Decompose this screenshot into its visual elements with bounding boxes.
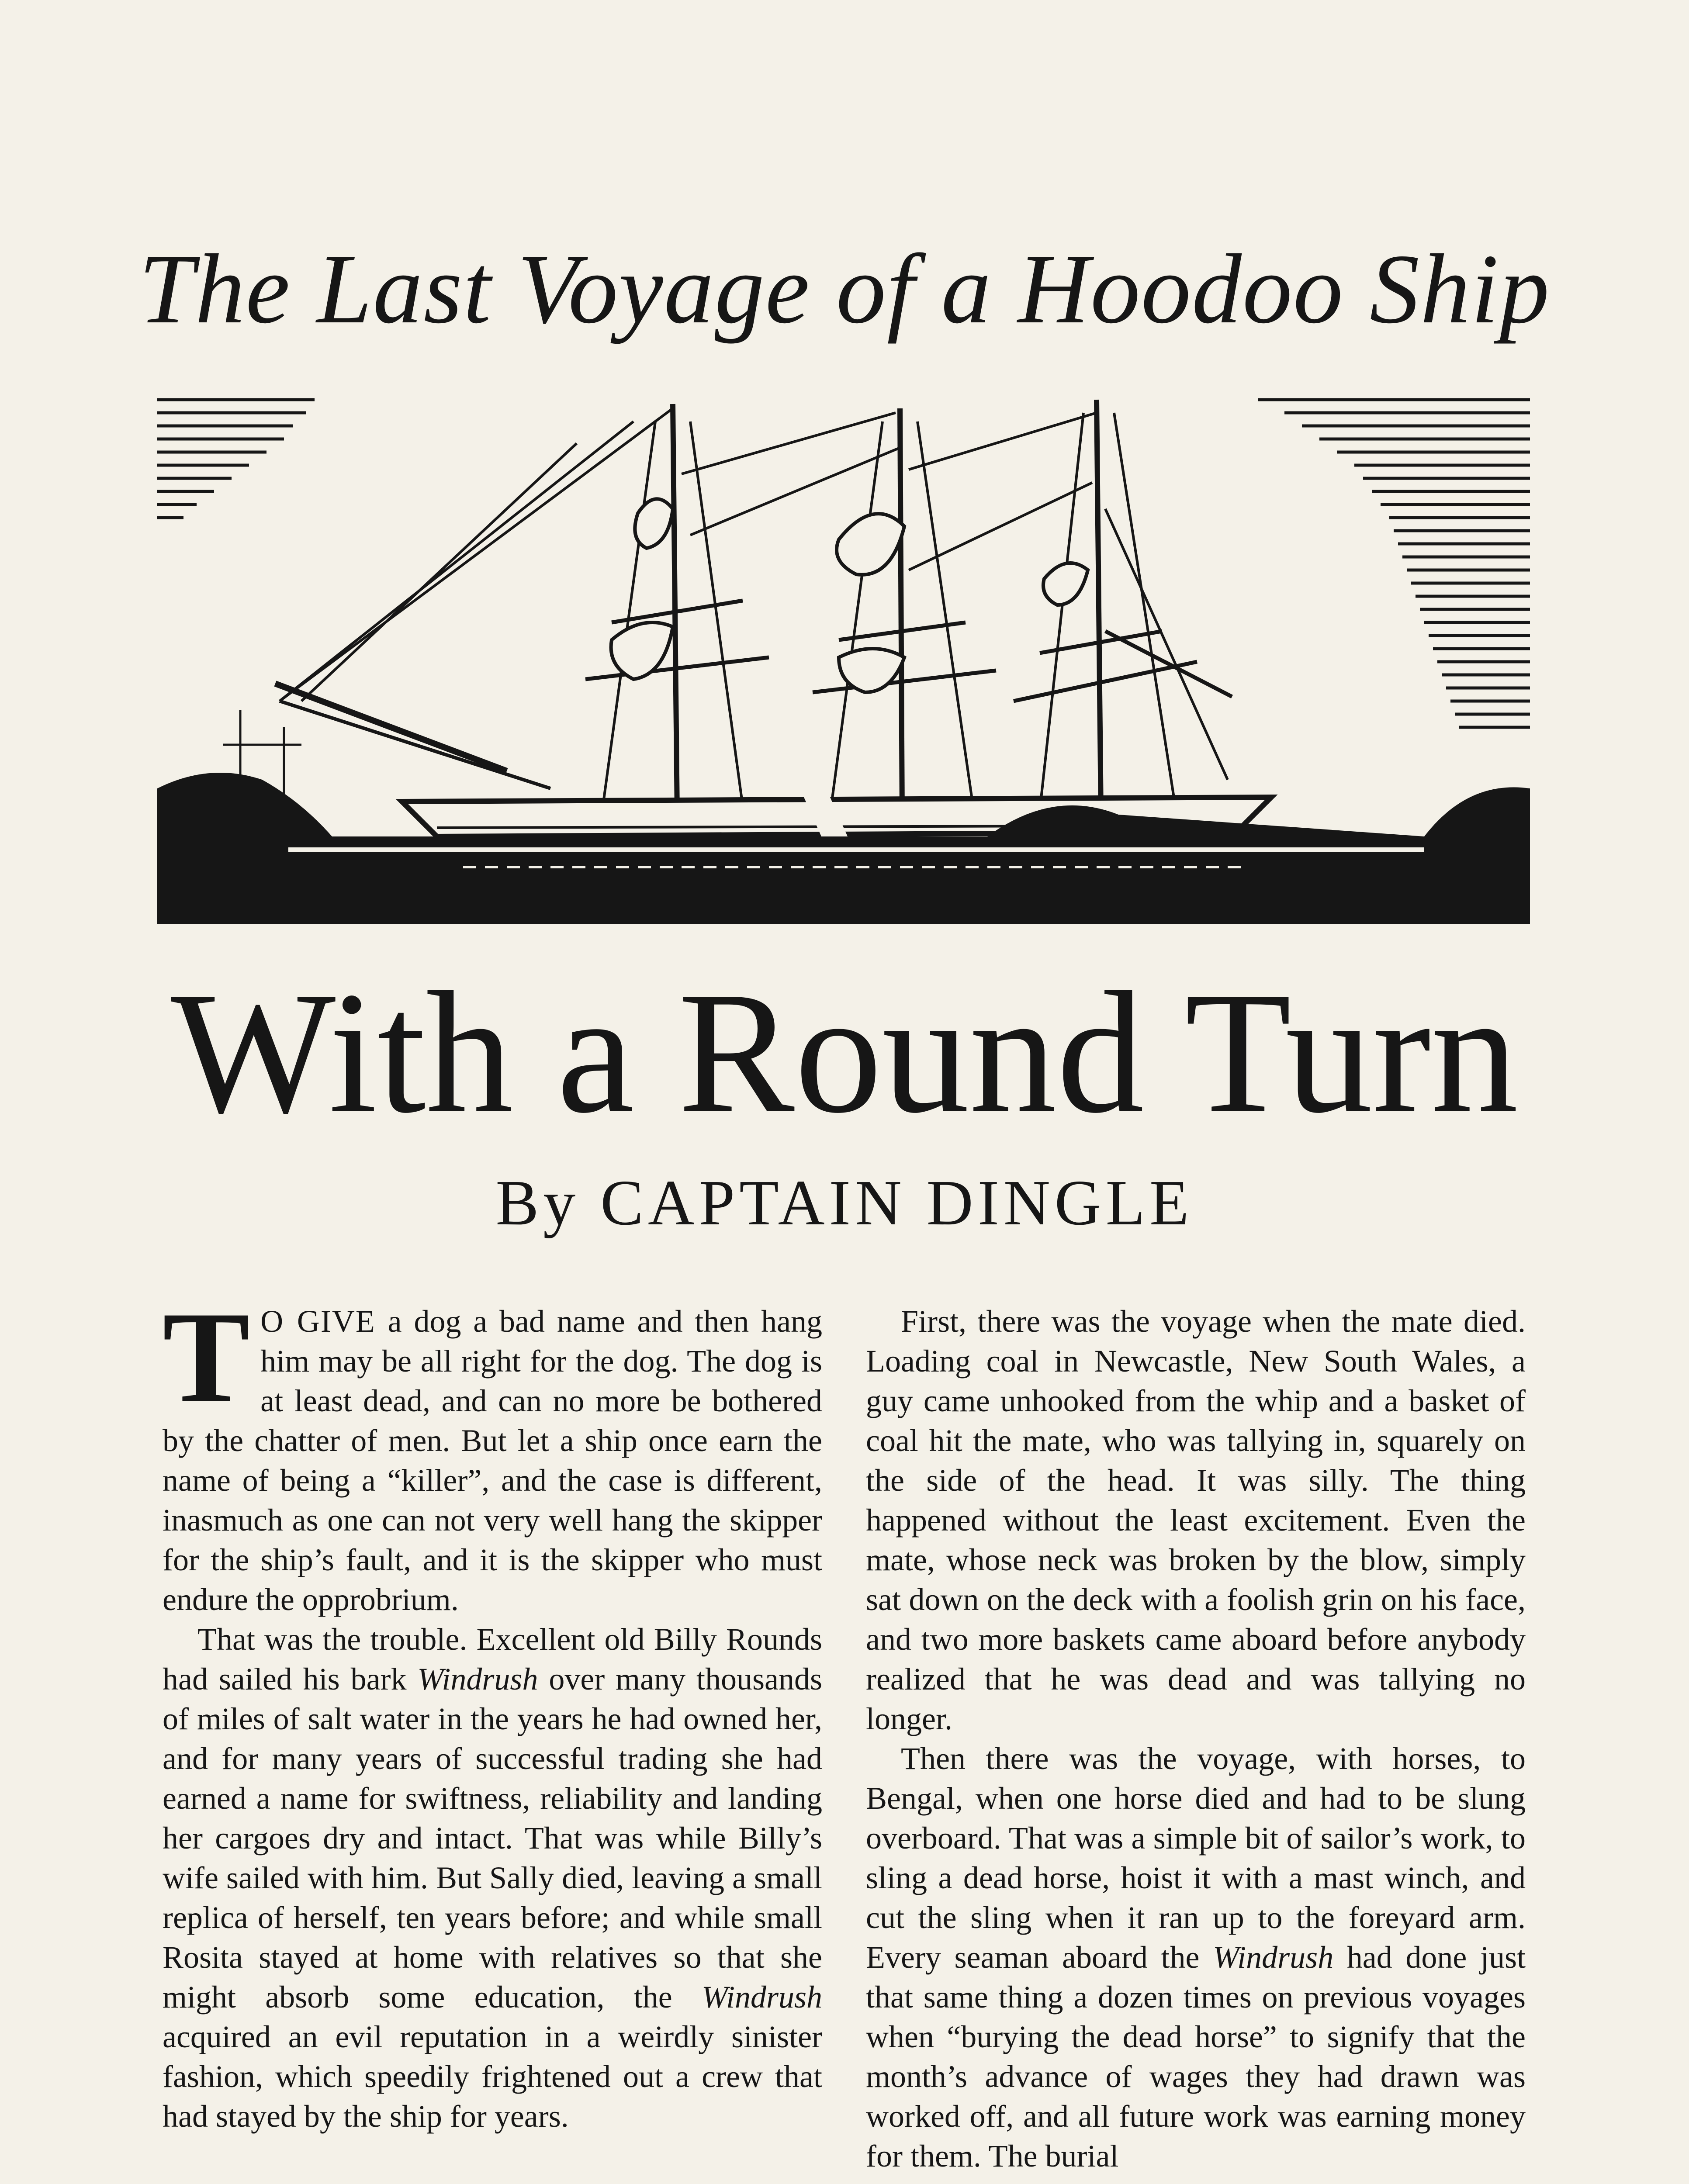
story-title: With a Round Turn xyxy=(170,956,1519,1149)
text-column-right xyxy=(866,1302,1526,2176)
byline: By CAPTAIN DINGLE xyxy=(495,1167,1194,1239)
paragraph: That was the trouble. Excellent old Billy Rounds had sailed his bark Windrush over many thousands of miles of salt water in the years he had owned her, and for many years of successful trading she had earned a name for swiftness, reliability and landing her cargoes dry and intact. That was while Billy’s wife sailed with him. But Sally died, leaving a small replica of herself, ten years before; and while small Rosita stayed at home with relatives so that she might absorb some education, the Windrush acquired an evil reputation in a weirdly sinister fashion, which speedily frightened out a crew that had stayed by the ship for years. xyxy=(163,1622,822,2134)
story-kicker: The Last Voyage of a Hoodoo Ship xyxy=(138,234,1551,344)
paragraph: First, there was the voyage when the mate died. Loading coal in Newcastle, New South Wales, a guy came unhooked from the whip and a basket of coal hit the mate, who was tallying in, squarely on the side of the head. It was silly. The thing happened without the least excitement. Even the mate, whose neck was broken by the blow, simply sat down on the deck with a foolish grin on his face, and two more baskets came aboard before anybody realized that he was dead and was tallying no longer. xyxy=(866,1304,1526,1736)
paragraph: Then there was the voyage, with horses, to Bengal, when one horse died and had to be slung overboard. That was a simple bit of sailor’s work, to sling a dead horse, hoist it with a mast winch, and cut the sling when it ran up to the foreyard arm. Every seaman aboard the Windrush had done just that same thing a dozen times on previous voyages when “burying the dead horse” to signify that the month’s advance of wages they had drawn was worked off, and all future work was earning money for them. The burial xyxy=(866,1741,1526,2174)
drop-cap: T xyxy=(163,1285,250,1430)
text-column-left xyxy=(163,1285,822,2136)
paragraph: T O GIVE a dog a bad name and then hang him may be all right for the dog. The dog is at least dead, and can no more be bothered by the chatter of men. But let a ship once earn the name of being a “killer”, and the case is different, inasmuch as one can not very well hang the skipper for the ship’s fault, and it is the skipper who must endure the opprobrium. xyxy=(163,1285,822,1617)
ship-illustration xyxy=(157,395,1530,924)
